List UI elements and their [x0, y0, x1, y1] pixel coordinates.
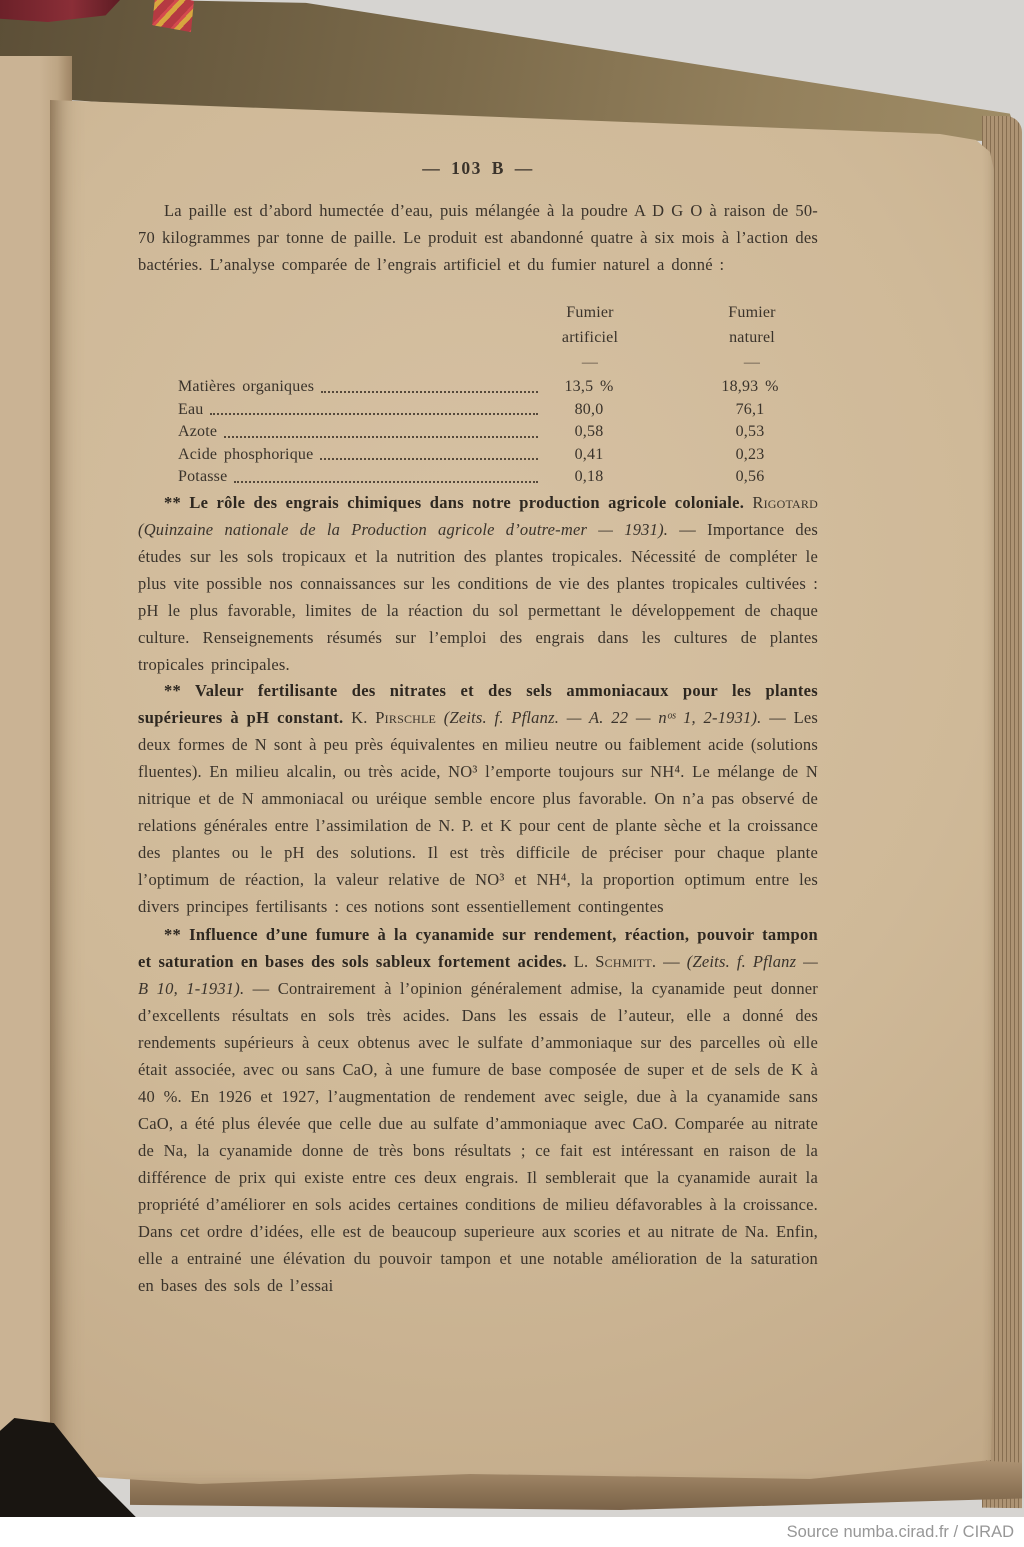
table-row — [138, 444, 818, 467]
value-natural: 18,93 % — [721, 378, 779, 395]
row-label: Azote — [178, 423, 218, 440]
section-body: — Les deux formes de N sont à peu près équivalentes en milieu neutre ou faiblement acide (solutions fluentes). En milieu alcalin, ou très acide, NO³ l’emporte toujours sur NH⁴. Le mélange de N nitrique et de N ammoniacal ou uréique semble encore plus favorable. On n’a pas observé de relations générales entre l’assimilation de N. P. et K pour cent de plante sèche et la croissance des plantes ou le pH des solutions. Il est très difficile de préciser pour chaque plante l’optimum de réaction, la valeur relative de NO³ et NH⁴, la proportion optimum entre les divers principes fertilisants : ces notions sont essentiellement contingentes — [138, 708, 819, 916]
dotted-leader — [210, 399, 538, 416]
row-label: Eau — [178, 400, 204, 418]
dotted-leader — [224, 421, 538, 438]
abstract-section-fertilizer-role — [138, 489, 818, 678]
abstract-section-nitrates-value — [138, 677, 818, 920]
dotted-leader — [321, 376, 538, 393]
value-natural: 0,23 — [735, 445, 765, 463]
header-dash: — — [743, 354, 761, 371]
value-natural: 0,56 — [735, 468, 765, 485]
printed-page-content — [138, 0, 818, 1547]
section-title: ** Le rôle des engrais chimiques dans notre production agricole coloniale. — [164, 493, 745, 512]
value-artificial: 0,41 — [574, 445, 604, 463]
value-artificial: 0,18 — [574, 468, 604, 485]
header-dash: — — [581, 354, 599, 371]
watermark-text: Source numba.cirad.fr / CIRAD — [786, 1523, 1014, 1541]
intro-paragraph: La paille est d’abord humectée d’eau, puis mélangée à la poudre A D G O à raison de 50-70 kilogrammes par tonne de paille. Le produit est abandonné quatre à six mois à l’action des bactéries. L’analyse comparée de l’engrais artificiel et du fumier naturel a donné : — [138, 201, 818, 274]
section-citation: (Zeits. f. Pflanz — B 10, 1-1931). — [138, 952, 819, 998]
section-citation: (Zeits. f. Pflanz. — A. 22 — nᵒˢ 1, 2-1931). — [443, 708, 762, 727]
value-artificial: 80,0 — [574, 400, 604, 418]
dotted-leader — [234, 466, 538, 483]
row-label: Matières organiques — [178, 378, 315, 395]
value-natural: 76,1 — [735, 400, 765, 418]
watermark-bar — [0, 1517, 1024, 1547]
value-natural: 0,53 — [735, 423, 765, 440]
abstract-section-cyanamide — [138, 921, 818, 1299]
section-citation: (Quinzaine nationale de la Production agricole d’outre-mer — 1931). — [138, 520, 669, 539]
section-body: — Importance des études sur les sols tropicaux et la nutrition des plantes tropicales. Nécessité de compléter le plus vite possible nos connaissances sur les conditions de vie des plantes tropicales cultivées : pH le plus favorable, limites de la réaction du sol permettant le développement de chaque culture. Renseignements résumés sur l’emploi des engrais dans les cultures de plantes tropicales principales. — [138, 520, 818, 674]
table-row — [138, 399, 818, 422]
section-author: L. Schmitt. — — [573, 952, 680, 971]
table-row — [138, 376, 818, 399]
row-label: Acide phosphorique — [178, 445, 314, 463]
section-author: K. Pirschle — [351, 708, 437, 727]
table-row — [138, 466, 818, 489]
value-artificial: 0,58 — [574, 423, 604, 440]
comparison-table — [138, 300, 818, 495]
section-body: — Contrairement à l’opinion généralement admise, la cyanamide peut donner d’excellents résultats en sols très acides. Dans les essais de l’auteur, elle a donné des rendements supérieurs à ceux obtenus avec le sulfate d’ammoniaque sur des parcelles où elle était associée, avec ou sans CaO, à une fumure de base composée de super et de sels de K à 40 %. En 1926 et 1927, l’augmentation de rendement avec seigle, due à la cyanamide sans CaO, a été plus élevée que celle due au sulfate d’ammoniaque avec CaO. Comparée au nitrate de Na, la cyanamide donne de très bons résultats ; ce fait est intéressant en raison de la différence de prix qui existe entre ces deux engrais. Il semblerait que la cyanamide aurait la propriété d’améliorer en sols acides certaines conditions de milieu défavorables à la croissance. Dans cet ordre d’idées, elle est de beaucoup superieure aux scories et au nitrate de Na. Enfin, elle a entrainé une élévation du pouvoir tampon et une notable amélioration de la saturation en bases des sols de l’essai — [138, 979, 818, 1295]
section-author: Rigotard — [752, 493, 818, 512]
section-title: ** Influence d’une fumure à la cyanamide sur rendement, réaction, pouvoir tampon et saturation en bases des sols sableux fortement acides. — [138, 925, 818, 971]
table-rows — [138, 376, 818, 489]
column-header-artificial: Fumier artificiel — — [523, 300, 657, 375]
row-label: Potasse — [178, 468, 228, 485]
value-artificial: 13,5 % — [564, 378, 614, 395]
page-number: — 103 B — — [422, 158, 534, 178]
table-row — [138, 421, 818, 444]
dotted-leader — [320, 444, 538, 461]
section-title: ** Valeur fertilisante des nitrates et des sels ammoniacaux pour les plantes supérieures à pH constant. — [138, 681, 818, 727]
column-header-natural: Fumier naturel — — [685, 300, 819, 375]
